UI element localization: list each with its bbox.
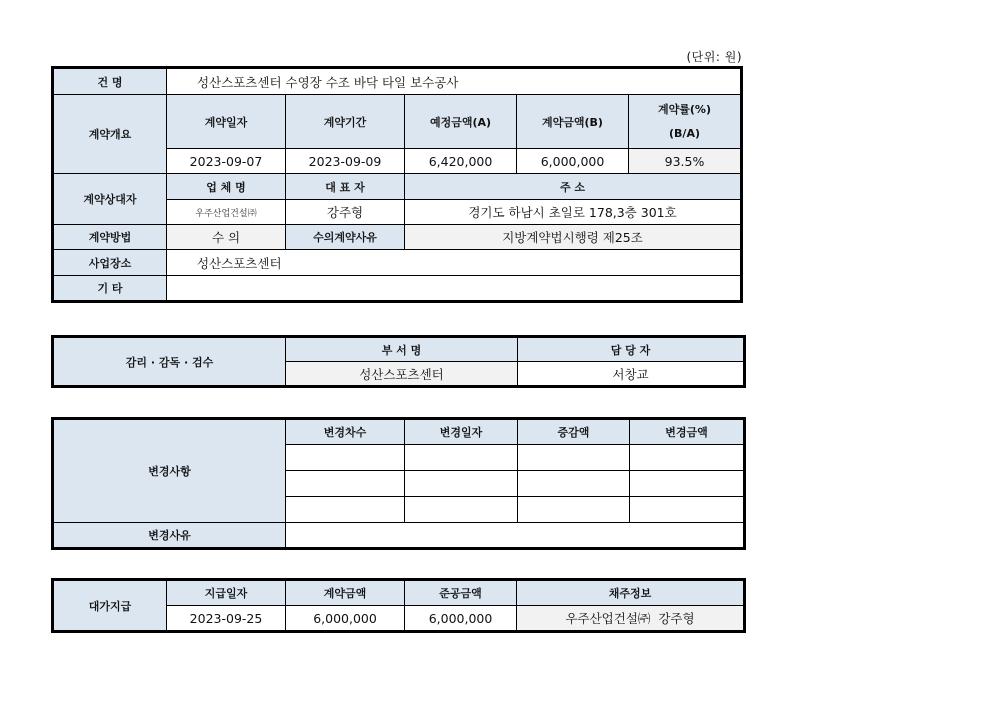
manager-value: 서창교 xyxy=(518,362,745,387)
changes-label: 변경사항 xyxy=(53,419,286,523)
company-address: 경기도 하남시 초일로 178,3층 301호 xyxy=(405,200,742,225)
header-contract-rate xyxy=(629,95,742,149)
contract-period: 2023-09-09 xyxy=(286,149,405,174)
header-change-date: 변경일자 xyxy=(405,419,518,445)
change-round xyxy=(286,471,405,497)
rate-header-line2: (B/A) xyxy=(669,126,700,140)
party-label: 계약상대자 xyxy=(53,174,167,225)
change-date xyxy=(405,471,518,497)
contract-date: 2023-09-07 xyxy=(167,149,286,174)
changed-amount xyxy=(630,445,745,471)
site-value: 성산스포츠센터 xyxy=(167,250,742,276)
header-manager: 담 당 자 xyxy=(518,337,745,362)
header-contract-amount: 계약금액(B) xyxy=(517,95,629,149)
completion-amount: 6,000,000 xyxy=(405,606,517,632)
title-label: 건 명 xyxy=(53,68,167,95)
header-change-round: 변경차수 xyxy=(286,419,405,445)
header-change-delta: 증감액 xyxy=(518,419,630,445)
method-value: 수 의 xyxy=(167,225,286,250)
ceo-name: 강주형 xyxy=(286,200,405,225)
etc-label: 기 타 xyxy=(53,276,167,302)
changed-amount xyxy=(630,471,745,497)
header-payment-date: 지급일자 xyxy=(167,580,286,606)
change-date xyxy=(405,497,518,523)
header-company: 업 체 명 xyxy=(167,174,286,200)
private-contract-reason-label: 수의계약사유 xyxy=(286,225,405,250)
unit-label: (단위: 원) xyxy=(686,50,742,64)
header-contract-period: 계약기간 xyxy=(286,95,405,149)
supervision-label: 감리 · 감독 · 검수 xyxy=(53,337,286,387)
changed-amount xyxy=(630,497,745,523)
contract-rate: 93.5% xyxy=(629,149,742,174)
contract-table xyxy=(51,66,743,303)
supervision-table xyxy=(51,335,746,388)
change-delta xyxy=(518,445,630,471)
etc-value xyxy=(167,276,742,302)
title-value: 성산스포츠센터 수영장 수조 바닥 타일 보수공사 xyxy=(167,68,742,95)
contract-amount: 6,000,000 xyxy=(517,149,629,174)
change-reason-value xyxy=(286,523,745,549)
header-changed-amount: 변경금액 xyxy=(630,419,745,445)
rate-header-line1: 계약률(%) xyxy=(658,102,711,116)
payment-table xyxy=(51,578,746,633)
header-address: 주 소 xyxy=(405,174,742,200)
header-payment-contract-amount: 계약금액 xyxy=(286,580,405,606)
payment-label: 대가지급 xyxy=(53,580,167,632)
company-name: 우주산업건설㈜ xyxy=(167,200,286,225)
site-label: 사업장소 xyxy=(53,250,167,276)
creditor-info: 우주산업건설㈜ 강주형 xyxy=(517,606,745,632)
header-ceo: 대 표 자 xyxy=(286,174,405,200)
header-completion-amount: 준공금액 xyxy=(405,580,517,606)
header-contract-date: 계약일자 xyxy=(167,95,286,149)
department-value: 성산스포츠센터 xyxy=(286,362,518,387)
change-round xyxy=(286,445,405,471)
method-label: 계약방법 xyxy=(53,225,167,250)
change-reason-label: 변경사유 xyxy=(53,523,286,549)
header-creditor-info: 채주정보 xyxy=(517,580,745,606)
header-department: 부 서 명 xyxy=(286,337,518,362)
payment-date: 2023-09-25 xyxy=(167,606,286,632)
change-delta xyxy=(518,471,630,497)
header-estimated-amount: 예정금액(A) xyxy=(405,95,517,149)
change-round xyxy=(286,497,405,523)
estimated-amount: 6,420,000 xyxy=(405,149,517,174)
changes-table xyxy=(51,417,746,550)
change-delta xyxy=(518,497,630,523)
payment-contract-amount: 6,000,000 xyxy=(286,606,405,632)
change-date xyxy=(405,445,518,471)
private-contract-reason-value: 지방계약법시행령 제25조 xyxy=(405,225,742,250)
overview-label: 계약개요 xyxy=(53,95,167,174)
